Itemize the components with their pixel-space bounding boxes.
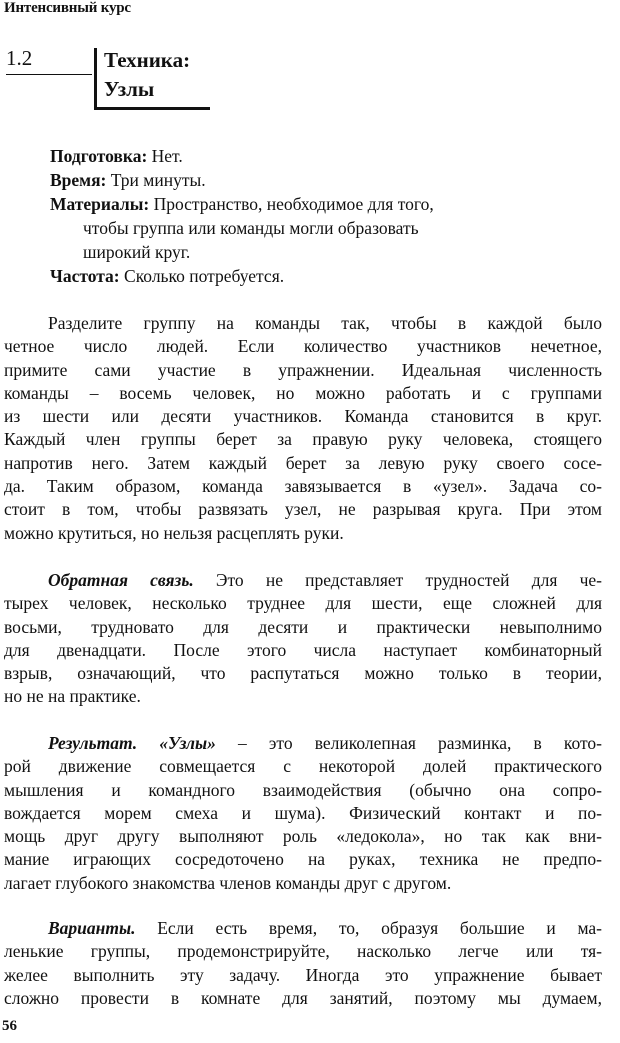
section-title-line-1: Техника:	[104, 48, 191, 72]
meta-materials-cont: чтобы группа или команды могли образовать	[83, 218, 419, 238]
meta-value: Нет.	[147, 146, 183, 166]
text-run: – это великолепная разминка, в кото-	[215, 733, 602, 753]
section-number-rule	[6, 74, 92, 75]
meta-label: Подготовка:	[50, 146, 148, 166]
meta-label: Частота:	[50, 266, 120, 286]
text-line: четное число людей. Если количество участников нечетное,	[4, 336, 602, 357]
text-line: Каждый член группы берет за правую руку человека, стоящего	[4, 429, 602, 450]
meta-value: Пространство, необходимое для того,	[149, 194, 434, 214]
paragraph-instructions	[4, 312, 602, 545]
paragraph-lead: Обратная связь.	[48, 570, 194, 590]
paragraph-feedback	[4, 569, 602, 709]
text-line: но не на практике.	[4, 686, 141, 707]
text-line: мание играющих сосредоточено на руках, техника не предпо-	[4, 849, 602, 870]
paragraph-lead: Результат. «Узлы»	[48, 733, 216, 753]
text-line: команды – восемь человек, но можно работать и с группами	[4, 382, 602, 403]
text-line: для двенадцати. После этого числа наступает комбинаторный	[4, 639, 602, 660]
text-line: рой движение совмещается с некоторой долей практического	[4, 756, 602, 777]
page-number: 56	[2, 1018, 17, 1034]
text-line: сложно провести в комнате для занятий, поэтому мы думаем,	[4, 987, 602, 1008]
text-line: из шести или десяти участников. Команда становится в круг.	[4, 406, 602, 427]
paragraph-variants	[4, 917, 602, 1010]
text-line: мощь друг другу выполняют роль «ледокола», но так как вни-	[4, 826, 602, 847]
text-line: стоит в том, чтобы развязать узел, не разрывая круга. При этом	[4, 499, 602, 520]
title-bracket-horizontal	[94, 107, 210, 110]
paragraph-lead: Варианты.	[48, 918, 136, 938]
text-run: Это не представляет трудностей для че-	[193, 570, 602, 590]
meta-value: Три минуты.	[106, 170, 206, 190]
meta-value: Сколько потребуется.	[119, 266, 285, 286]
text-line: да. Таким образом, команда завязывается в «узел». Задача со-	[4, 476, 602, 497]
text-run: Если есть время, то, образуя большие и ма-	[135, 918, 602, 938]
running-header: Интенсивный курс	[4, 0, 131, 16]
text-line: вождается морем смеха и шума). Физический контакт и по-	[4, 802, 602, 823]
text-line	[4, 569, 602, 592]
text-line: восьми, трудновато для десяти и практически невыполнимо	[4, 616, 602, 637]
text-line: лагает глубокого знакомства членов команды друг с другом.	[4, 872, 452, 893]
text-line: желее выполнить эту задачу. Иногда это упражнение бывает	[4, 964, 602, 985]
section-title-line-2: Узлы	[104, 77, 155, 101]
text-line: ленькие группы, продемонстрируйте, насколько легче или тя-	[4, 941, 602, 962]
text-line: можно крутиться, но нельзя расцеплять руки.	[4, 522, 344, 543]
text-line	[4, 917, 602, 940]
text-line: Разделите группу на команды так, чтобы в каждой было	[48, 313, 602, 333]
text-line: тырех человек, несколько труднее для шести, еще сложней для	[4, 593, 602, 614]
meta-frequency	[50, 264, 570, 288]
meta-time	[50, 168, 570, 192]
meta-preparation	[50, 144, 570, 168]
title-bracket-vertical	[94, 48, 97, 108]
meta-materials	[50, 192, 570, 216]
paragraph-result	[4, 732, 602, 895]
section-title	[104, 46, 190, 104]
exercise-meta	[50, 144, 570, 288]
meta-label: Время:	[50, 170, 107, 190]
text-line	[4, 732, 602, 755]
text-line: взрыв, означающий, что распутаться можно только в теории,	[4, 663, 602, 684]
text-line: напротив него. Затем каждый берет за левую руку своего сосе-	[4, 452, 602, 473]
section-number: 1.2	[6, 46, 33, 70]
text-line: мышления и командного взаимодействия (обычно она сопро-	[4, 779, 602, 800]
meta-label: Материалы:	[50, 194, 150, 214]
text-line: примите сами участие в упражнении. Идеальная численность	[4, 359, 602, 380]
meta-materials-cont: широкий круг.	[83, 242, 191, 262]
